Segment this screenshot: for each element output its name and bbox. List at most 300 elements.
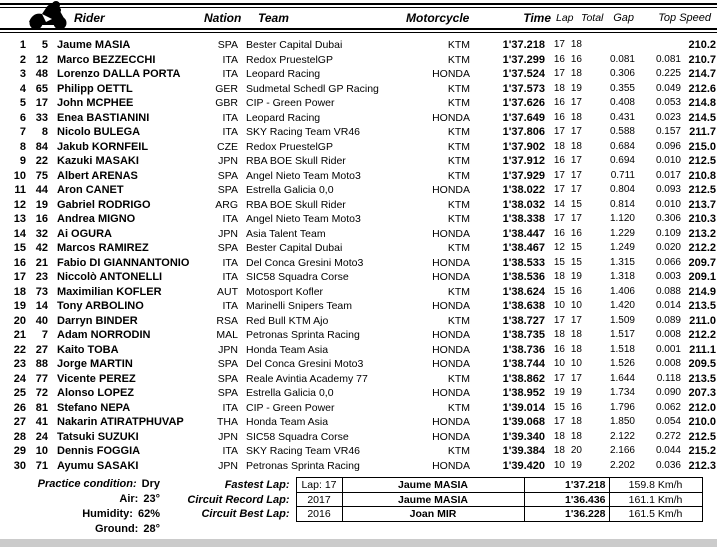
table-row — [0, 212, 717, 227]
rider-number-cell: 32 — [35, 227, 48, 240]
nation-cell: SPA — [217, 169, 238, 182]
motorcycle-rider-icon — [26, 0, 70, 31]
position-cell: 30 — [13, 459, 26, 472]
position-cell: 17 — [13, 271, 26, 283]
air-value: 23° — [143, 493, 160, 505]
gap-to-first-cell: 1.406 — [609, 285, 635, 297]
position-cell: 8 — [19, 140, 26, 153]
rider-number-cell: 27 — [35, 343, 48, 356]
page-bottom-strip — [0, 539, 717, 547]
record-reference-cell: Lap: 17 — [296, 478, 342, 493]
lap-cell: 19 — [553, 387, 565, 398]
record-label: Circuit Record Lap: — [187, 493, 290, 506]
motorcycle-cell: KTM — [447, 169, 470, 182]
gap-to-prev-cell: 0.023 — [655, 111, 681, 123]
table-row — [0, 227, 717, 242]
motorcycle-cell: KTM — [447, 39, 470, 51]
total-laps-cell: 19 — [570, 82, 582, 94]
top-speed-cell: 211.1 — [689, 343, 716, 356]
rider-number-cell: 72 — [35, 387, 48, 399]
lap-cell: 17 — [553, 39, 565, 50]
gap-to-prev-cell: 0.109 — [655, 227, 681, 239]
column-header-motorcycle: Motorcycle — [406, 11, 470, 25]
top-speed-cell: 212.3 — [688, 459, 716, 472]
motorcycle-cell: HONDA — [432, 300, 470, 312]
rider-number-cell: 33 — [35, 111, 48, 124]
team-cell: SIC58 Squadra Corse — [246, 430, 349, 443]
rider-name-cell: Ai OGURA — [57, 227, 112, 240]
gap-to-first-cell: 1.850 — [609, 416, 635, 427]
total-laps-cell: 16 — [570, 227, 582, 239]
gap-to-first-cell: 0.804 — [609, 184, 635, 195]
team-cell: Reale Avintia Academy 77 — [246, 372, 368, 385]
motorcycle-cell: KTM — [447, 126, 470, 138]
top-speed-cell: 213.2 — [688, 227, 716, 240]
humidity-label: Humidity: — [82, 508, 133, 520]
nation-cell: SPA — [217, 39, 238, 51]
lap-cell: 17 — [553, 169, 565, 181]
motorcycle-cell: KTM — [447, 401, 470, 414]
team-cell: Sudmetal Schedl GP Racing — [246, 82, 379, 95]
column-header-time: Time — [523, 11, 551, 25]
total-laps-cell: 10 — [570, 300, 582, 311]
gap-to-first-cell — [585, 38, 635, 53]
record-reference-cell: 2016 — [296, 507, 342, 522]
total-laps-cell: 18 — [570, 39, 582, 50]
lap-cell: 10 — [553, 358, 565, 369]
total-laps-cell: 19 — [570, 387, 582, 398]
table-row — [0, 96, 717, 111]
gap-to-prev-cell: 0.225 — [655, 68, 681, 79]
gap-to-first-cell: 0.355 — [609, 82, 635, 94]
table-row — [0, 256, 717, 271]
lap-cell: 10 — [553, 300, 565, 311]
lap-cell: 18 — [553, 140, 565, 152]
table-row — [0, 372, 717, 387]
total-laps-cell: 18 — [570, 343, 582, 355]
team-cell: RBA BOE Skull Rider — [246, 198, 346, 211]
gap-to-prev-cell: 0.089 — [655, 314, 681, 326]
position-cell: 19 — [13, 300, 26, 312]
rider-number-cell: 8 — [41, 126, 48, 138]
time-cell: 1'38.022 — [502, 184, 545, 196]
gap-to-prev-cell: 0.044 — [655, 445, 681, 456]
rider-name-cell: Fabio DI GIANNANTONIO — [57, 256, 190, 269]
position-cell: 7 — [19, 126, 26, 138]
rider-name-cell: Marco BEZZECCHI — [57, 53, 156, 66]
rider-name-cell: Ayumu SASAKI — [57, 459, 139, 472]
total-laps-cell: 17 — [570, 372, 582, 384]
motorcycle-cell: KTM — [447, 213, 470, 225]
results-table — [0, 38, 717, 473]
lap-cell: 12 — [553, 242, 565, 253]
gap-to-prev-cell: 0.014 — [655, 300, 681, 311]
team-cell: Red Bull KTM Ajo — [246, 314, 329, 327]
top-speed-cell: 209.7 — [688, 256, 716, 269]
table-row — [0, 444, 717, 459]
rider-number-cell: 14 — [35, 300, 48, 312]
time-cell: 1'38.447 — [502, 227, 545, 240]
team-cell: Petronas Sprinta Racing — [246, 459, 360, 472]
gap-to-prev-cell: 0.093 — [655, 184, 681, 195]
gap-to-prev-cell: 0.090 — [655, 387, 681, 398]
total-laps-cell: 19 — [570, 271, 582, 282]
rider-number-cell: 81 — [35, 401, 48, 414]
top-speed-cell: 213.5 — [688, 372, 716, 385]
top-speed-cell: 214.8 — [688, 97, 716, 109]
total-laps-cell: 18 — [570, 111, 582, 123]
gap-to-first-cell: 1.526 — [609, 358, 635, 369]
nation-cell: JPN — [218, 459, 238, 472]
time-cell: 1'37.626 — [502, 97, 545, 109]
header-rule — [0, 32, 717, 33]
top-speed-cell: 214.5 — [688, 111, 716, 124]
table-row — [0, 415, 717, 430]
table-row — [0, 241, 717, 256]
position-cell: 25 — [13, 387, 26, 399]
lap-cell: 16 — [553, 111, 565, 123]
time-cell: 1'37.524 — [502, 68, 545, 80]
lap-cell: 10 — [553, 459, 565, 471]
top-speed-cell: 214.9 — [688, 285, 716, 298]
gap-to-first-cell: 1.796 — [609, 401, 635, 413]
team-cell: Leopard Racing — [246, 68, 321, 80]
nation-cell: GER — [215, 82, 238, 95]
total-laps-cell: 15 — [570, 198, 582, 210]
time-cell: 1'38.735 — [502, 329, 545, 341]
team-cell: Motosport Kofler — [246, 285, 324, 298]
lap-cell: 16 — [553, 155, 565, 166]
record-row — [4, 492, 702, 507]
position-cell: 5 — [19, 97, 26, 109]
time-cell: 1'38.032 — [502, 198, 545, 211]
time-cell: 1'38.533 — [502, 256, 545, 269]
nation-cell: SPA — [217, 387, 238, 399]
rider-number-cell: 77 — [35, 372, 48, 385]
record-label: Fastest Lap: — [224, 478, 290, 491]
gap-to-prev-cell: 0.049 — [655, 82, 681, 94]
rider-name-cell: Aron CANET — [57, 184, 124, 196]
record-time-cell: 1'37.218 — [524, 478, 609, 493]
time-cell: 1'37.912 — [502, 155, 545, 167]
rider-number-cell: 41 — [35, 416, 48, 428]
gap-to-prev-cell: 0.157 — [655, 126, 681, 137]
total-laps-cell: 18 — [570, 430, 582, 442]
team-cell: Redox PruestelGP — [246, 140, 333, 153]
team-cell: Redox PruestelGP — [246, 53, 333, 66]
position-cell: 18 — [13, 285, 26, 298]
table-row — [0, 430, 717, 445]
rider-number-cell: 73 — [35, 285, 48, 298]
team-cell: Bester Capital Dubai — [246, 242, 343, 254]
record-row — [4, 507, 702, 522]
total-laps-cell: 20 — [570, 445, 582, 456]
table-row — [0, 401, 717, 416]
top-speed-cell: 209.5 — [688, 358, 716, 370]
total-laps-cell: 17 — [570, 314, 582, 326]
lap-cell: 18 — [553, 445, 565, 456]
nation-cell: JPN — [218, 343, 238, 356]
time-cell: 1'37.806 — [502, 126, 545, 138]
lap-cell: 16 — [553, 343, 565, 355]
gap-to-first-cell: 0.684 — [609, 140, 635, 152]
team-cell: Honda Team Asia — [246, 343, 329, 356]
position-cell: 26 — [13, 401, 26, 414]
nation-cell: ITA — [222, 53, 238, 66]
team-cell: SKY Racing Team VR46 — [246, 445, 361, 457]
nation-cell: CZE — [217, 140, 238, 153]
nation-cell: JPN — [218, 430, 238, 443]
rider-number-cell: 71 — [35, 459, 48, 472]
motorcycle-cell: KTM — [447, 285, 470, 298]
gap-to-prev-cell: 0.020 — [655, 242, 681, 253]
lap-cell: 17 — [553, 184, 565, 195]
top-speed-cell: 212.5 — [688, 184, 716, 196]
top-speed-cell: 209.1 — [688, 271, 716, 283]
table-row — [0, 314, 717, 329]
team-cell: Angel Nieto Team Moto3 — [246, 213, 361, 225]
top-speed-cell: 213.5 — [688, 300, 716, 312]
position-cell: 6 — [19, 111, 26, 124]
rider-name-cell: Jakub KORNFEIL — [57, 140, 149, 153]
record-reference-cell: 2017 — [296, 492, 342, 507]
gap-to-prev-cell: 0.096 — [655, 140, 681, 152]
column-header-top-speed: Top Speed — [658, 12, 711, 24]
gap-to-prev-cell: 0.001 — [655, 343, 681, 355]
lap-cell: 17 — [553, 68, 565, 79]
rider-number-cell: 88 — [35, 358, 48, 370]
rider-name-cell: Kaito TOBA — [57, 343, 119, 356]
motorcycle-cell: HONDA — [432, 329, 470, 341]
gap-to-first-cell: 1.315 — [609, 256, 635, 268]
nation-cell: ITA — [222, 445, 238, 457]
record-time-cell: 1'36.228 — [524, 507, 609, 522]
team-cell: CIP - Green Power — [246, 401, 335, 414]
team-cell: Del Conca Gresini Moto3 — [246, 358, 364, 370]
rider-name-cell: Stefano NEPA — [57, 401, 131, 414]
total-laps-cell: 17 — [570, 213, 582, 224]
gap-to-first-cell: 1.318 — [609, 271, 635, 282]
position-cell: 3 — [19, 68, 26, 80]
ground-value: 28° — [143, 523, 160, 535]
gap-to-prev-cell: 0.118 — [656, 372, 681, 384]
gap-to-first-cell: 1.249 — [609, 242, 635, 253]
time-cell: 1'38.536 — [502, 271, 545, 283]
column-header-rider: Rider — [74, 11, 105, 25]
nation-cell: THA — [217, 416, 238, 428]
rider-number-cell: 42 — [35, 242, 48, 254]
lap-cell: 17 — [553, 314, 565, 326]
nation-cell: SPA — [217, 358, 238, 370]
rider-number-cell: 23 — [35, 271, 48, 283]
position-cell: 24 — [13, 372, 26, 385]
table-row — [0, 125, 717, 140]
team-cell: CIP - Green Power — [246, 97, 335, 109]
team-cell: Estrella Galicia 0,0 — [246, 387, 334, 399]
record-speed-cell: 161.5 Km/h — [609, 507, 702, 522]
gap-to-prev-cell: 0.008 — [655, 358, 681, 369]
rider-name-cell: Philipp OETTL — [57, 82, 133, 95]
nation-cell: ITA — [222, 256, 238, 269]
top-speed-cell: 212.2 — [688, 242, 716, 254]
lap-cell: 14 — [553, 198, 565, 210]
time-cell: 1'37.299 — [502, 53, 545, 66]
position-cell: 14 — [13, 227, 26, 240]
lap-cell: 17 — [553, 416, 565, 427]
table-row — [0, 299, 717, 314]
rider-name-cell: Alonso LOPEZ — [57, 387, 134, 399]
gap-to-first-cell: 0.408 — [609, 97, 635, 108]
rider-name-cell: Vicente PEREZ — [57, 372, 136, 385]
rider-number-cell: 24 — [35, 430, 48, 443]
position-cell: 21 — [13, 329, 26, 341]
rider-number-cell: 44 — [35, 184, 48, 196]
top-speed-cell: 210.0 — [688, 416, 716, 428]
table-row — [0, 154, 717, 169]
rider-name-cell: Darryn BINDER — [57, 314, 138, 327]
top-speed-cell: 207.3 — [688, 387, 716, 399]
column-header-team: Team — [258, 11, 289, 25]
gap-to-first-cell: 0.711 — [610, 169, 635, 181]
time-cell: 1'37.929 — [502, 169, 545, 182]
time-cell: 1'37.218 — [502, 39, 545, 51]
time-cell: 1'38.744 — [502, 358, 545, 370]
position-cell: 11 — [14, 184, 26, 196]
team-cell: RBA BOE Skull Rider — [246, 155, 346, 167]
rider-name-cell: Marcos RAMIREZ — [57, 242, 149, 254]
time-cell: 1'39.068 — [502, 416, 545, 428]
motorcycle-cell: KTM — [447, 445, 470, 457]
motorcycle-cell: KTM — [447, 242, 470, 254]
motorcycle-cell: KTM — [447, 140, 470, 153]
gap-to-first-cell: 0.694 — [609, 155, 635, 166]
time-cell: 1'37.649 — [502, 111, 545, 124]
record-rider-cell: Jaume MASIA — [342, 492, 524, 507]
motorcycle-cell: HONDA — [432, 227, 470, 240]
nation-cell: ITA — [222, 401, 238, 414]
time-cell: 1'38.467 — [502, 242, 545, 254]
rider-name-cell: Tony ARBOLINO — [57, 300, 144, 312]
nation-cell: MAL — [216, 329, 238, 341]
lap-cell: 18 — [553, 82, 565, 94]
motorcycle-cell: HONDA — [432, 358, 470, 370]
rider-number-cell: 48 — [35, 68, 48, 80]
position-cell: 23 — [13, 358, 26, 370]
time-cell: 1'39.014 — [502, 401, 545, 414]
top-speed-cell: 215.2 — [688, 445, 716, 457]
motorcycle-cell: KTM — [447, 198, 470, 211]
top-speed-cell: 210.2 — [688, 39, 716, 51]
total-laps-cell: 18 — [570, 416, 582, 427]
record-label: Circuit Best Lap: — [201, 508, 290, 521]
nation-cell: JPN — [218, 227, 238, 240]
position-cell: 13 — [13, 213, 26, 225]
motorcycle-cell: HONDA — [432, 111, 470, 124]
rider-number-cell: 65 — [35, 82, 48, 95]
gap-to-prev-cell: 0.066 — [655, 256, 681, 268]
motorcycle-cell: HONDA — [432, 387, 470, 399]
top-speed-cell: 212.0 — [688, 401, 716, 414]
total-laps-cell: 15 — [570, 256, 582, 268]
rider-name-cell: John MCPHEE — [57, 97, 134, 109]
lap-cell: 18 — [553, 271, 565, 282]
motorcycle-cell: HONDA — [432, 271, 470, 283]
nation-cell: ITA — [222, 126, 238, 138]
position-cell: 9 — [19, 155, 26, 167]
time-cell: 1'39.340 — [502, 430, 545, 443]
total-laps-cell: 16 — [570, 285, 582, 297]
gap-to-prev-cell: 0.088 — [655, 285, 681, 297]
rider-number-cell: 75 — [35, 169, 48, 182]
lap-records-table — [4, 477, 703, 522]
nation-cell: ITA — [222, 68, 238, 80]
total-laps-cell: 15 — [570, 242, 582, 253]
lap-cell: 18 — [553, 430, 565, 442]
time-cell: 1'38.862 — [502, 372, 545, 385]
position-cell: 22 — [13, 343, 26, 356]
record-row — [4, 478, 702, 493]
total-laps-cell: 17 — [570, 184, 582, 195]
nation-cell: SPA — [217, 242, 238, 254]
gap-to-prev-cell: 0.054 — [655, 416, 681, 427]
rider-name-cell: Adam NORRODIN — [57, 329, 151, 341]
lap-cell: 15 — [553, 285, 565, 297]
practice-condition-label: Practice condition: — [37, 478, 137, 490]
table-row — [0, 53, 717, 68]
table-row — [0, 140, 717, 155]
total-laps-cell: 18 — [570, 68, 582, 79]
time-cell: 1'38.736 — [502, 343, 545, 356]
lap-cell: 15 — [553, 256, 565, 268]
column-header-lap: Lap — [556, 12, 574, 24]
header-rule — [0, 28, 717, 30]
time-cell: 1'38.638 — [502, 300, 545, 312]
rider-number-cell: 5 — [41, 39, 48, 51]
total-laps-cell: 17 — [570, 155, 582, 166]
position-cell: 2 — [19, 53, 26, 66]
gap-to-first-cell: 1.734 — [609, 387, 635, 398]
position-cell: 16 — [13, 256, 26, 269]
gap-to-first-cell: 1.229 — [609, 227, 635, 239]
total-laps-cell: 17 — [570, 126, 582, 137]
rider-name-cell: Niccolò ANTONELLI — [57, 271, 163, 283]
motorcycle-cell: HONDA — [432, 430, 470, 443]
nation-cell: ITA — [222, 300, 238, 312]
rider-number-cell: 19 — [35, 198, 48, 211]
team-cell: Leopard Racing — [246, 111, 321, 124]
team-cell: SIC58 Squadra Corse — [246, 271, 349, 283]
time-cell: 1'38.338 — [502, 213, 545, 225]
total-laps-cell: 17 — [570, 97, 582, 108]
top-speed-cell: 210.7 — [688, 53, 716, 66]
total-laps-cell: 18 — [570, 140, 582, 152]
practice-condition-value: Dry — [141, 478, 160, 490]
motorcycle-cell: KTM — [447, 53, 470, 66]
table-row — [0, 386, 717, 401]
nation-cell: ITA — [222, 213, 238, 225]
top-speed-cell: 210.3 — [688, 213, 716, 225]
motorcycle-cell: KTM — [447, 97, 470, 109]
rider-name-cell: Albert ARENAS — [57, 169, 138, 182]
total-laps-cell: 17 — [570, 169, 582, 181]
gap-to-prev-cell: 0.062 — [655, 401, 681, 413]
gap-to-first-cell: 1.517 — [609, 329, 635, 340]
rider-name-cell: Jaume MASIA — [57, 39, 131, 51]
lap-cell: 18 — [553, 329, 565, 340]
gap-to-prev-cell: 0.010 — [655, 155, 681, 166]
table-row — [0, 111, 717, 126]
table-row — [0, 38, 717, 53]
